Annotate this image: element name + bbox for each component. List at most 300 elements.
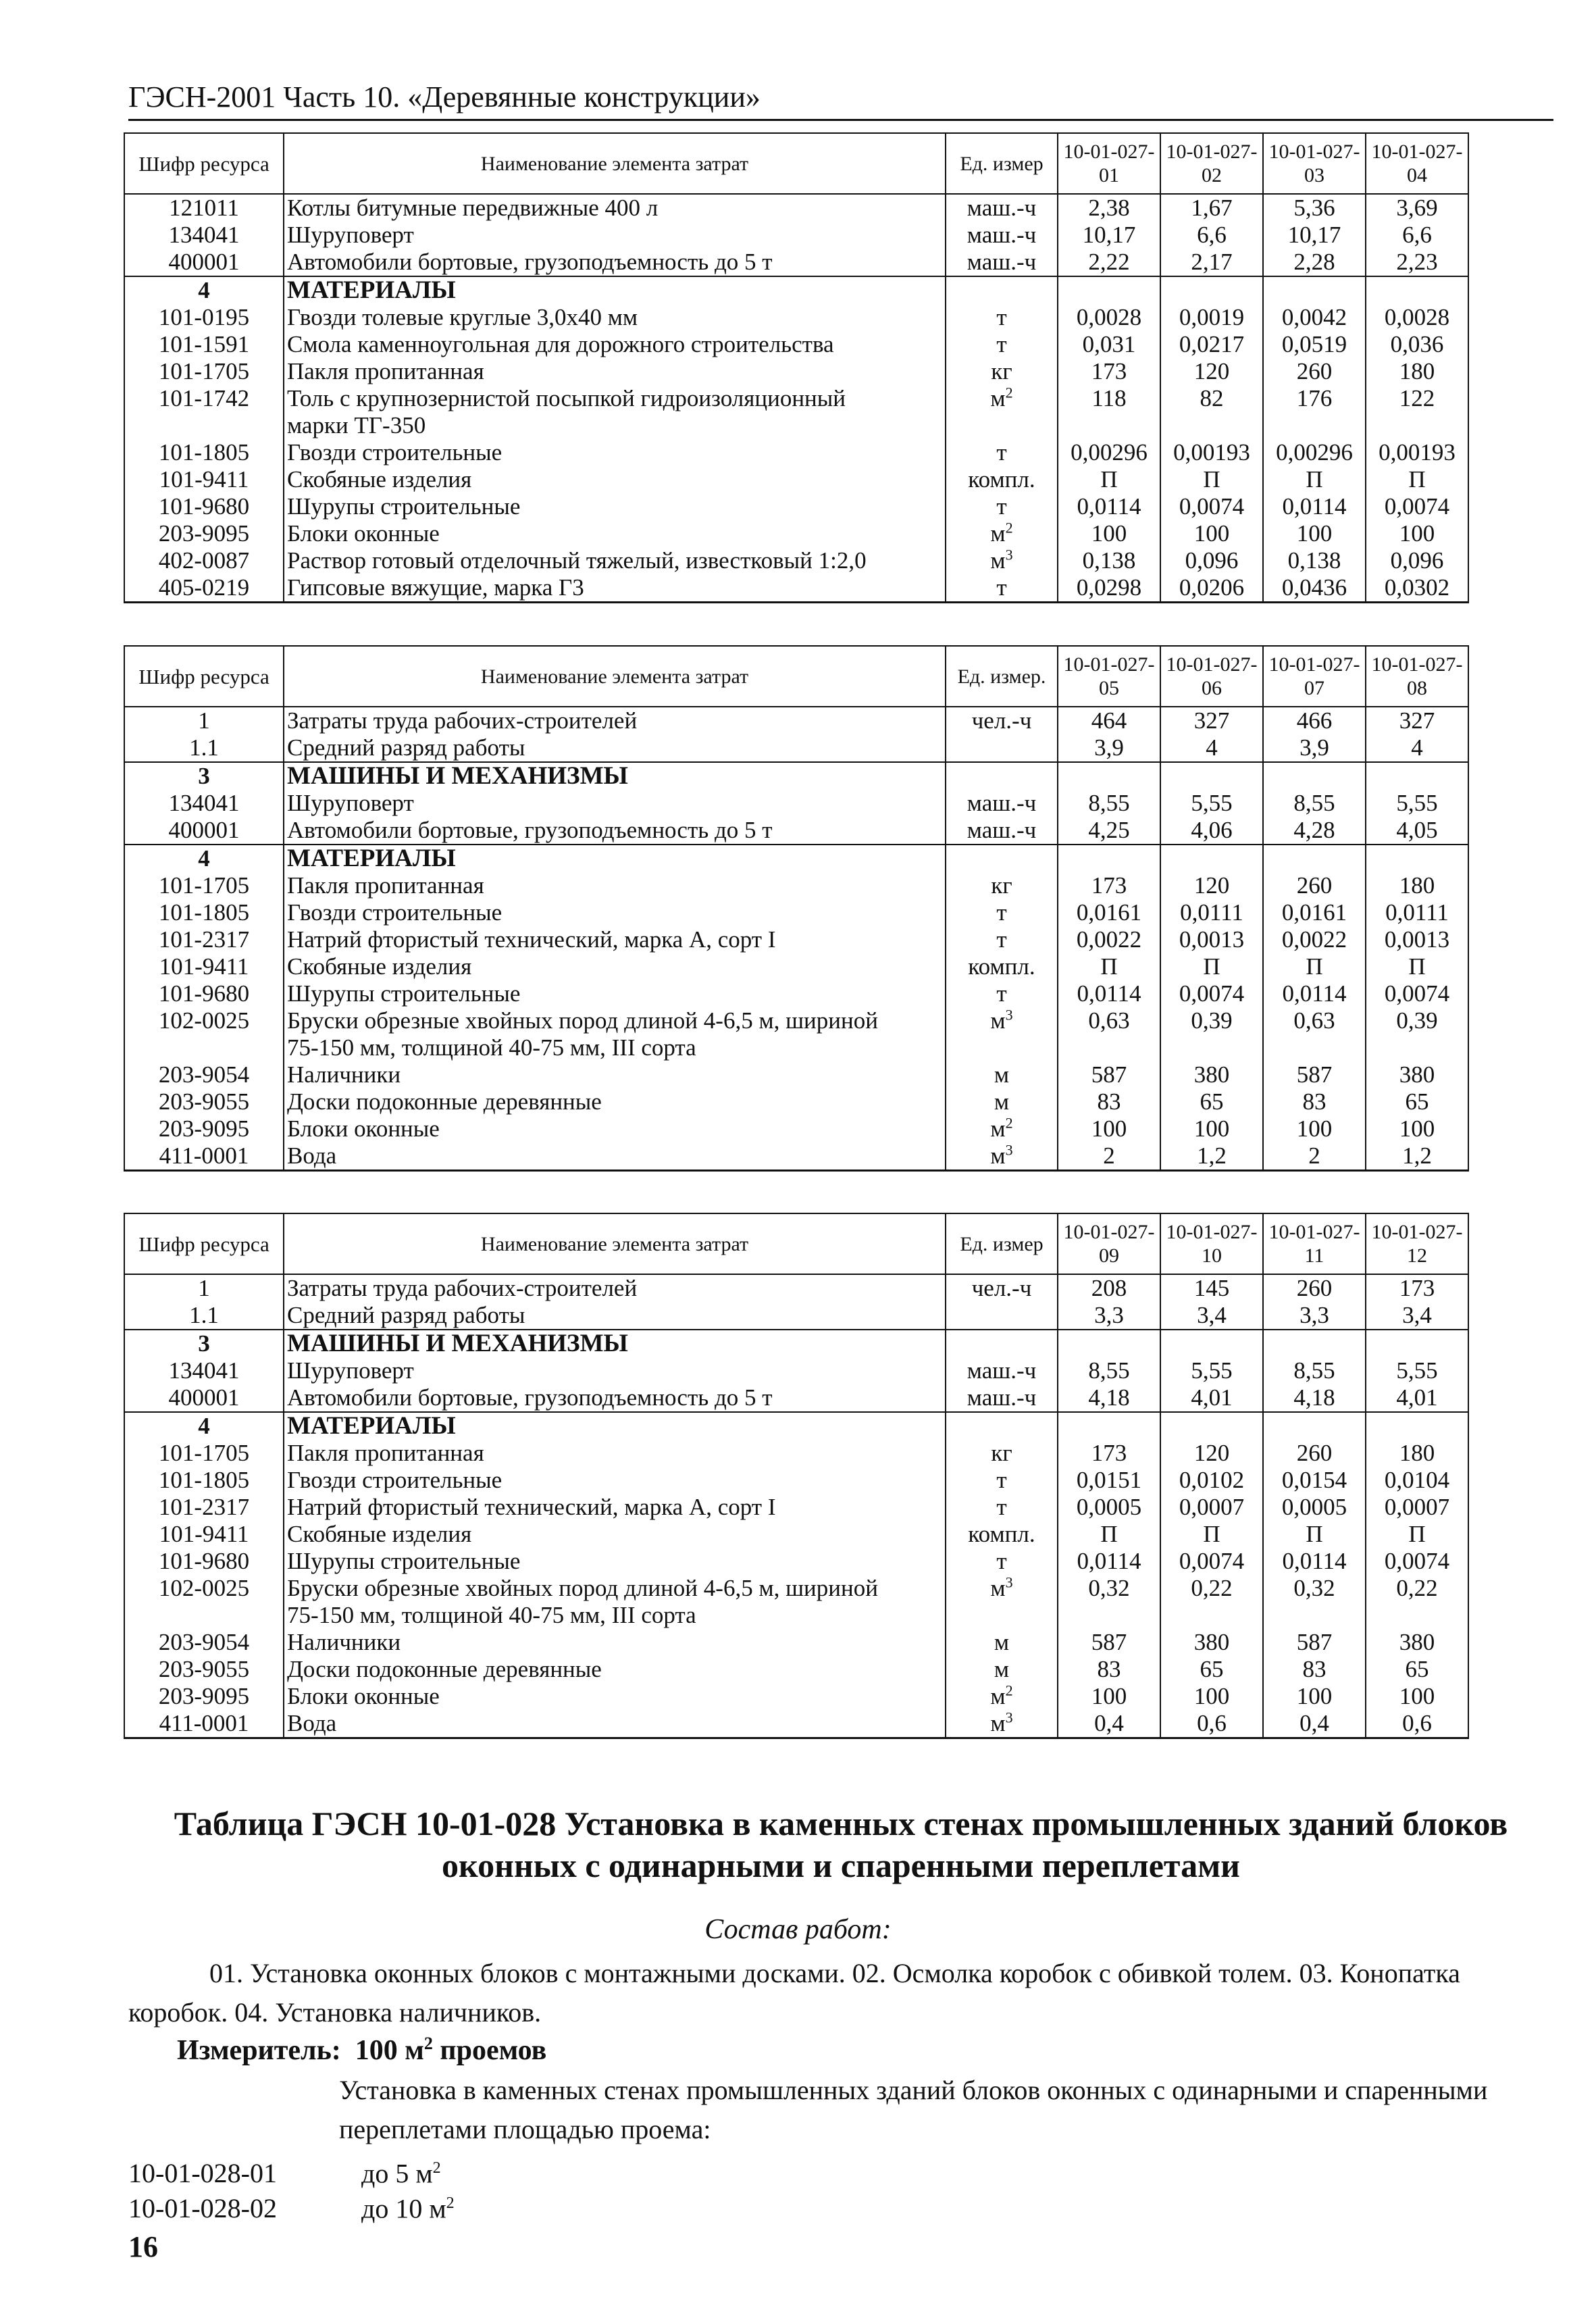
resource-name xyxy=(284,1629,946,1656)
norm-value: 260 xyxy=(1263,1440,1366,1467)
norm-value: 0,0074 xyxy=(1366,493,1468,520)
table-row xyxy=(124,1384,1468,1412)
norm-value xyxy=(1366,762,1468,790)
resource-name xyxy=(284,1142,946,1171)
resource-name-line: Скобяные изделия xyxy=(287,466,472,493)
unit-text: чел.-ч xyxy=(971,707,1032,734)
resource-code: 101-1705 xyxy=(124,1440,284,1467)
norm-value: П xyxy=(1263,1521,1366,1548)
table-row xyxy=(124,574,1468,603)
resource-code: 101-9680 xyxy=(124,493,284,520)
unit-text: т xyxy=(996,1494,1007,1520)
resource-code: 203-9054 xyxy=(124,1629,284,1656)
unit-text: кг xyxy=(991,358,1012,384)
resource-code: 101-9411 xyxy=(124,1521,284,1548)
norm-value xyxy=(1263,276,1366,304)
header-code: Шифр ресурса xyxy=(124,1213,284,1274)
unit-cell xyxy=(946,762,1058,790)
norm-value xyxy=(1160,1412,1263,1440)
norm-value xyxy=(1366,1330,1468,1357)
table-row xyxy=(124,358,1468,385)
norm-value: 587 xyxy=(1058,1629,1160,1656)
resource-name-line: МАТЕРИАЛЫ xyxy=(287,845,456,872)
unit-text: м xyxy=(990,1575,1006,1601)
unit-sup: 2 xyxy=(1005,1114,1013,1132)
unit-cell xyxy=(946,194,1058,222)
norm-value: 0,0013 xyxy=(1366,926,1468,953)
norm-value: 8,55 xyxy=(1058,790,1160,817)
resource-name xyxy=(284,1710,946,1738)
meter-description: Установка в каменных стенах промышленных зданий блоков оконных с одинарными и спаренными переплетами площадью проема: xyxy=(339,2075,1488,2144)
norm-value: 0,0028 xyxy=(1366,304,1468,331)
resource-code: 101-9411 xyxy=(124,953,284,980)
resource-name-line: Шурупы строительные xyxy=(287,1548,521,1574)
unit-cell xyxy=(946,1575,1058,1629)
table-row xyxy=(124,493,1468,520)
resource-code: 101-0195 xyxy=(124,304,284,331)
norm-value xyxy=(1058,1412,1160,1440)
resource-name-line: Шуруповерт xyxy=(287,790,414,816)
norm-value: П xyxy=(1058,953,1160,980)
section-row xyxy=(124,762,1468,790)
norm-value: П xyxy=(1263,466,1366,493)
resource-code: 400001 xyxy=(124,1384,284,1412)
norm-code: 10-01-028-02 xyxy=(128,2193,277,2224)
resource-name-line: Натрий фтористый технический, марка А, сорт I xyxy=(287,926,776,953)
header-name: Наименование элемента затрат xyxy=(284,646,946,707)
unit-cell xyxy=(946,790,1058,817)
header-norm-code: 10-01-027-08 xyxy=(1366,646,1468,707)
header-norm-code: 10-01-027-05 xyxy=(1058,646,1160,707)
table-row xyxy=(124,899,1468,926)
norm-value: 4,06 xyxy=(1160,817,1263,845)
resource-name-line: МАТЕРИАЛЫ xyxy=(287,276,456,304)
table-row xyxy=(124,980,1468,1007)
norm-value xyxy=(1263,845,1366,872)
resource-name xyxy=(284,249,946,276)
resource-name-line: Наличники xyxy=(287,1629,401,1655)
norm-value xyxy=(1160,762,1263,790)
norm-value xyxy=(1058,1330,1160,1357)
resource-code: 121011 xyxy=(124,194,284,222)
unit-cell xyxy=(946,385,1058,439)
norm-value: 0,0151 xyxy=(1058,1467,1160,1494)
norm-value: П xyxy=(1160,1521,1263,1548)
unit-cell xyxy=(946,1274,1058,1302)
norm-value xyxy=(1263,1330,1366,1357)
resource-name-line: Шуруповерт xyxy=(287,1357,414,1384)
resource-name-line: Наличники xyxy=(287,1061,401,1088)
table-row xyxy=(124,1548,1468,1575)
norm-value: 0,0111 xyxy=(1160,899,1263,926)
composition-title: Состав работ: xyxy=(704,1914,892,1945)
unit-text: маш.-ч xyxy=(967,249,1037,275)
resource-code: 101-1805 xyxy=(124,1467,284,1494)
section-row xyxy=(124,1412,1468,1440)
unit-sup: 3 xyxy=(1005,1709,1013,1726)
norm-value: 327 xyxy=(1366,707,1468,734)
resource-name xyxy=(284,194,946,222)
norm-value: 0,0007 xyxy=(1160,1494,1263,1521)
unit-cell xyxy=(946,1683,1058,1710)
table-row xyxy=(124,1115,1468,1142)
unit-cell xyxy=(946,707,1058,734)
norm-value: 65 xyxy=(1366,1088,1468,1115)
norm-value: 2,23 xyxy=(1366,249,1468,276)
table-row xyxy=(124,953,1468,980)
norm-code: 10-01-028-01 xyxy=(128,2158,277,2189)
unit-text: маш.-ч xyxy=(967,790,1037,816)
norm-value: 0,6 xyxy=(1160,1710,1263,1738)
resource-table-027-01-04 xyxy=(124,132,1469,603)
norm-value: 587 xyxy=(1263,1061,1366,1088)
norm-value: 380 xyxy=(1366,1629,1468,1656)
resource-name-line: Автомобили бортовые, грузоподъемность до 5 т xyxy=(287,249,773,275)
norm-value: 0,0114 xyxy=(1058,1548,1160,1575)
norm-value: 2 xyxy=(1263,1142,1366,1171)
unit-cell xyxy=(946,276,1058,304)
unit-text: компл. xyxy=(968,1521,1035,1547)
unit-cell xyxy=(946,222,1058,249)
table-row xyxy=(124,1710,1468,1738)
unit-cell xyxy=(946,1088,1058,1115)
norm-value: 0,096 xyxy=(1160,547,1263,574)
norm-text: до 10 м xyxy=(361,2193,446,2224)
resource-code: 1.1 xyxy=(124,1302,284,1330)
table-row xyxy=(124,249,1468,276)
norm-value: 2,38 xyxy=(1058,194,1160,222)
unit-text: т xyxy=(996,899,1007,926)
resource-name-line: Затраты труда рабочих-строителей xyxy=(287,1275,638,1301)
table-row xyxy=(124,817,1468,845)
unit-text: м xyxy=(990,1710,1006,1736)
norm-value: 100 xyxy=(1058,1683,1160,1710)
resource-code: 101-9411 xyxy=(124,466,284,493)
norm-value: 0,4 xyxy=(1058,1710,1160,1738)
norm-value: 3,4 xyxy=(1160,1302,1263,1330)
header-name: Наименование элемента затрат xyxy=(284,1213,946,1274)
norm-value: 0,0042 xyxy=(1263,304,1366,331)
norm-value: 0,0114 xyxy=(1263,493,1366,520)
norm-value: 3,3 xyxy=(1263,1302,1366,1330)
unit-text: т xyxy=(996,1467,1007,1493)
norm-value: 100 xyxy=(1366,1115,1468,1142)
resource-name-line: Гвозди строительные xyxy=(287,1467,503,1493)
table-row xyxy=(124,872,1468,899)
norm-value xyxy=(1263,762,1366,790)
resource-name xyxy=(284,439,946,466)
unit-text: м xyxy=(990,1115,1006,1142)
resource-code: 1 xyxy=(124,707,284,734)
norm-value: 1,67 xyxy=(1160,194,1263,222)
norm-value: 4,05 xyxy=(1366,817,1468,845)
resource-name-line: Бруски обрезные хвойных пород длиной 4-6,5 м, шириной xyxy=(287,1007,878,1034)
resource-name-line: Скобяные изделия xyxy=(287,953,472,980)
resource-code: 101-1591 xyxy=(124,331,284,358)
unit-cell xyxy=(946,1384,1058,1412)
resource-name-line: Гипсовые вяжущие, марка Г3 xyxy=(287,574,584,601)
norm-value: 0,0007 xyxy=(1366,1494,1468,1521)
norm-value: 260 xyxy=(1263,1274,1366,1302)
resource-code: 203-9054 xyxy=(124,1061,284,1088)
unit-cell xyxy=(946,1115,1058,1142)
norm-value: П xyxy=(1160,466,1263,493)
unit-cell xyxy=(946,466,1058,493)
table-row xyxy=(124,1656,1468,1683)
unit-cell xyxy=(946,1142,1058,1171)
meter-label: Измеритель: xyxy=(177,2035,341,2066)
table-row xyxy=(124,734,1468,762)
resource-name xyxy=(284,762,946,790)
norm-value: 1,2 xyxy=(1366,1142,1468,1171)
norm-value: 587 xyxy=(1058,1061,1160,1088)
unit-text: м xyxy=(990,385,1006,411)
norm-value: 466 xyxy=(1263,707,1366,734)
norm-value: 0,0074 xyxy=(1366,980,1468,1007)
table-row xyxy=(124,1142,1468,1171)
norm-value: 180 xyxy=(1366,872,1468,899)
norm-value: 0,0114 xyxy=(1058,493,1160,520)
norm-value: П xyxy=(1366,466,1468,493)
norm-value: 0,0074 xyxy=(1160,493,1263,520)
header-unit: Ед. измер xyxy=(946,133,1058,194)
norm-value: 100 xyxy=(1263,520,1366,547)
resource-name xyxy=(284,466,946,493)
unit-text: кг xyxy=(991,872,1012,899)
norm-value: 83 xyxy=(1263,1088,1366,1115)
norm-value: 380 xyxy=(1366,1061,1468,1088)
norm-value: П xyxy=(1160,953,1263,980)
norm-value: 65 xyxy=(1160,1656,1263,1683)
resource-name xyxy=(284,358,946,385)
header-norm-code: 10-01-027-03 xyxy=(1263,133,1366,194)
unit-text: кг xyxy=(991,1440,1012,1466)
meter-value-sup: 2 xyxy=(423,2034,433,2053)
unit-text: т xyxy=(996,331,1007,357)
norm-value: 176 xyxy=(1263,385,1366,439)
resource-name xyxy=(284,1412,946,1440)
norm-value: 100 xyxy=(1263,1115,1366,1142)
table-row xyxy=(124,1494,1468,1521)
norm-value: 173 xyxy=(1058,872,1160,899)
table-header-row xyxy=(124,1213,1468,1274)
resource-name-line: Доски подоконные деревянные xyxy=(287,1088,602,1115)
norm-value: 0,0005 xyxy=(1263,1494,1366,1521)
norm-row-02 xyxy=(128,2185,455,2227)
norm-value: 83 xyxy=(1058,1656,1160,1683)
norm-value xyxy=(1366,845,1468,872)
unit-text: т xyxy=(996,980,1007,1007)
norm-value: 0,0074 xyxy=(1366,1548,1468,1575)
norm-value xyxy=(1160,1330,1263,1357)
header-norm-code: 10-01-027-11 xyxy=(1263,1213,1366,1274)
norm-value: 100 xyxy=(1160,1683,1263,1710)
resource-name xyxy=(284,899,946,926)
norm-value: 0,0102 xyxy=(1160,1467,1263,1494)
table-row xyxy=(124,926,1468,953)
norm-value: 83 xyxy=(1058,1088,1160,1115)
norm-value: 0,0519 xyxy=(1263,331,1366,358)
resource-name-line: Гвозди строительные xyxy=(287,899,503,926)
table-row xyxy=(124,1521,1468,1548)
norm-value: 120 xyxy=(1160,872,1263,899)
resource-name xyxy=(284,1575,946,1629)
unit-cell xyxy=(946,1061,1058,1088)
norm-value: 0,096 xyxy=(1366,547,1468,574)
resource-table-027-09-12 xyxy=(124,1213,1469,1739)
unit-cell xyxy=(946,872,1058,899)
unit-cell xyxy=(946,439,1058,466)
unit-text: компл. xyxy=(968,466,1035,493)
unit-cell xyxy=(946,358,1058,385)
unit-text: т xyxy=(996,1548,1007,1574)
resource-code: 1.1 xyxy=(124,734,284,762)
resource-name xyxy=(284,547,946,574)
header-norm-code: 10-01-027-02 xyxy=(1160,133,1263,194)
resource-name xyxy=(284,520,946,547)
norm-value: 3,9 xyxy=(1263,734,1366,762)
resource-code: 203-9095 xyxy=(124,520,284,547)
norm-value: 4 xyxy=(1366,734,1468,762)
norm-value: 0,036 xyxy=(1366,331,1468,358)
norm-value: 587 xyxy=(1263,1629,1366,1656)
resource-code: 1 xyxy=(124,1274,284,1302)
resource-code: 4 xyxy=(124,845,284,872)
resource-name xyxy=(284,707,946,734)
meter-line xyxy=(177,2034,546,2067)
table-row xyxy=(124,385,1468,439)
table-row xyxy=(124,1683,1468,1710)
resource-name xyxy=(284,1683,946,1710)
norm-value: 0,0217 xyxy=(1160,331,1263,358)
resource-code: 101-9680 xyxy=(124,980,284,1007)
norm-value: 464 xyxy=(1058,707,1160,734)
norm-value: 0,0022 xyxy=(1058,926,1160,953)
resource-name xyxy=(284,1656,946,1683)
resource-name-line: Блоки оконные xyxy=(287,1115,440,1142)
norm-value: 5,55 xyxy=(1366,1357,1468,1384)
resource-name xyxy=(284,222,946,249)
norm-value: 0,00296 xyxy=(1263,439,1366,466)
resource-name-line: Средний разряд работы xyxy=(287,1302,525,1328)
resource-name-line: Блоки оконные xyxy=(287,1683,440,1709)
resource-name-line-2: 75-150 мм, толщиной 40-75 мм, III сорта xyxy=(287,1602,696,1628)
resource-code: 102-0025 xyxy=(124,1007,284,1061)
norm-value: 83 xyxy=(1263,1656,1366,1683)
norm-value: 82 xyxy=(1160,385,1263,439)
resource-name-line: Пакля пропитанная xyxy=(287,1440,484,1466)
table-row xyxy=(124,520,1468,547)
resource-name xyxy=(284,1494,946,1521)
resource-code: 203-9095 xyxy=(124,1683,284,1710)
resource-name-line: Бруски обрезные хвойных пород длиной 4-6,5 м, шириной xyxy=(287,1575,878,1601)
norm-value: 100 xyxy=(1160,520,1263,547)
table-row xyxy=(124,1274,1468,1302)
norm-value: 100 xyxy=(1263,1683,1366,1710)
header-norm-code: 10-01-027-01 xyxy=(1058,133,1160,194)
norm-value: 0,0436 xyxy=(1263,574,1366,603)
norm-value: 173 xyxy=(1366,1274,1468,1302)
header-norm-code: 10-01-027-07 xyxy=(1263,646,1366,707)
unit-cell xyxy=(946,520,1058,547)
norm-value xyxy=(1263,1412,1366,1440)
unit-text: маш.-ч xyxy=(967,817,1037,843)
norm-value: 0,0005 xyxy=(1058,1494,1160,1521)
norm-value: 380 xyxy=(1160,1061,1263,1088)
table-row xyxy=(124,1440,1468,1467)
resource-code: 134041 xyxy=(124,790,284,817)
table-row xyxy=(124,222,1468,249)
unit-cell xyxy=(946,926,1058,953)
norm-value: 8,55 xyxy=(1263,1357,1366,1384)
norm-value: 0,0114 xyxy=(1263,980,1366,1007)
unit-cell xyxy=(946,1357,1058,1384)
resource-code: 411-0001 xyxy=(124,1710,284,1738)
unit-sup: 3 xyxy=(1005,1574,1013,1591)
resource-code: 203-9055 xyxy=(124,1656,284,1683)
table-row xyxy=(124,547,1468,574)
norm-value: 5,55 xyxy=(1160,790,1263,817)
norm-value: 4,18 xyxy=(1263,1384,1366,1412)
resource-name xyxy=(284,276,946,304)
norm-value: 6,6 xyxy=(1366,222,1468,249)
unit-text: т xyxy=(996,574,1007,601)
norm-value: 173 xyxy=(1058,1440,1160,1467)
table-title-line-1: Таблица ГЭСН 10-01-028 Установка в каменных стенах промышленных зданий блоков xyxy=(174,1805,1508,1842)
unit-cell xyxy=(946,1412,1058,1440)
resource-code: 4 xyxy=(124,276,284,304)
resource-name-line-2: марки ТГ-350 xyxy=(287,412,426,438)
norm-value: П xyxy=(1058,466,1160,493)
norm-value: 0,0161 xyxy=(1263,899,1366,926)
norm-value: 208 xyxy=(1058,1274,1160,1302)
unit-text: м xyxy=(990,1007,1006,1034)
section-row xyxy=(124,276,1468,304)
norm-value: 0,0013 xyxy=(1160,926,1263,953)
norm-value: 1,2 xyxy=(1160,1142,1263,1171)
resource-name xyxy=(284,1467,946,1494)
resource-name-line: Автомобили бортовые, грузоподъемность до 5 т xyxy=(287,817,773,843)
norm-value: 0,0206 xyxy=(1160,574,1263,603)
unit-text: т xyxy=(996,926,1007,953)
resource-name xyxy=(284,331,946,358)
norm-value: 65 xyxy=(1160,1088,1263,1115)
norm-value: 0,4 xyxy=(1263,1710,1366,1738)
unit-sup: 2 xyxy=(1005,384,1013,401)
resource-code: 400001 xyxy=(124,817,284,845)
norm-value: 0,0028 xyxy=(1058,304,1160,331)
norm-value: 0,00193 xyxy=(1366,439,1468,466)
resource-name xyxy=(284,1115,946,1142)
table-row xyxy=(124,1302,1468,1330)
resource-code: 102-0025 xyxy=(124,1575,284,1629)
table-row xyxy=(124,194,1468,222)
resource-name xyxy=(284,845,946,872)
table-row xyxy=(124,466,1468,493)
unit-cell xyxy=(946,1440,1058,1467)
resource-name-line: Шурупы строительные xyxy=(287,493,521,520)
norm-value: 122 xyxy=(1366,385,1468,439)
norm-value: 0,22 xyxy=(1366,1575,1468,1629)
table-row xyxy=(124,1357,1468,1384)
composition-text: 01. Установка оконных блоков с монтажными досками. 02. Осмолка коробок с обивкой толем. 03. Конопатка коробок. 04. Установка наличников. xyxy=(128,1958,1460,2028)
resource-name xyxy=(284,1521,946,1548)
norm-value: 0,39 xyxy=(1366,1007,1468,1061)
unit-cell xyxy=(946,574,1058,603)
resource-name-line: Средний разряд работы xyxy=(287,734,525,761)
table-row xyxy=(124,790,1468,817)
unit-text: м xyxy=(990,1683,1006,1709)
